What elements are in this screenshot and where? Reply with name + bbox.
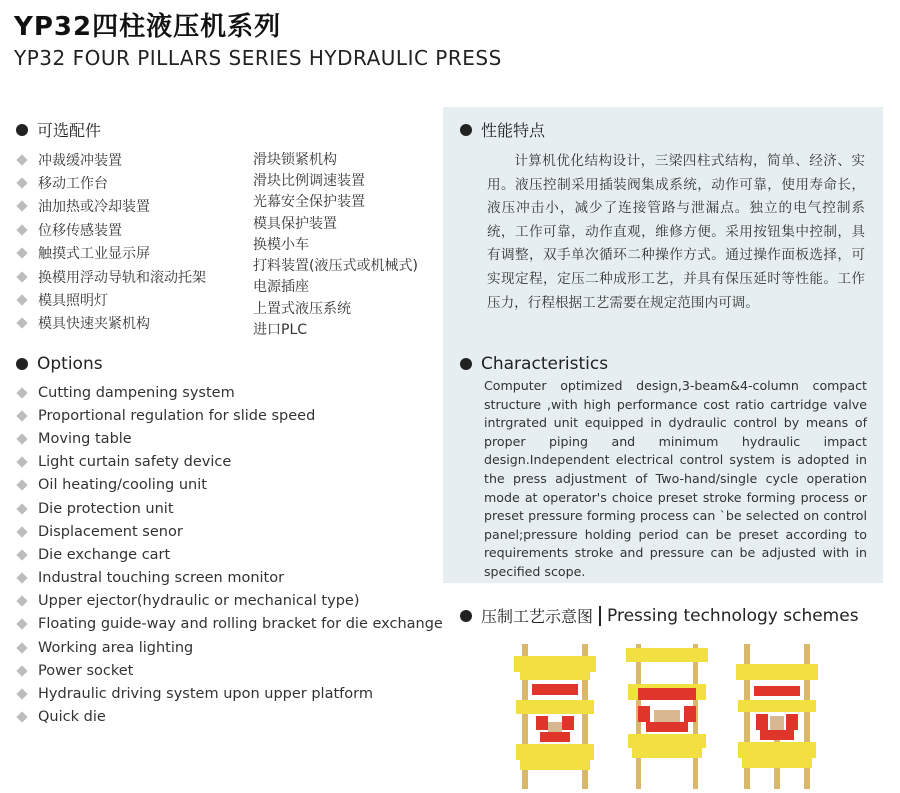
bed bbox=[738, 742, 816, 758]
optional-part-item-label: 触摸式工业显示屏 bbox=[38, 246, 150, 263]
diamond-bullet-icon bbox=[16, 248, 27, 259]
optional-part-item bbox=[18, 195, 206, 218]
performance-text: 计算机优化结构设计，三梁四柱式结构，简单、经济、实用。液压控制采用插装阀集成系统，动作可靠，使用寿命长，液压冲击小，减少了连接管路与泄漏点。独立的电气控制系统，工作可靠，动作直观，维修方便。采用按钮集中控制，具有调整，双手单次循环二种操作方式。通过操作面板选择，可实现定程，定压二种成形工艺，并具有保压延时等性能。工作压力，行程根据工艺需要在规定范围内可调。 bbox=[487, 153, 865, 311]
lower-die bbox=[540, 732, 570, 742]
diamond-bullet-icon bbox=[16, 549, 27, 560]
bed bbox=[628, 734, 706, 748]
option-item-label: Die exchange cart bbox=[38, 546, 171, 563]
optional-part-item-label: 冲裁缓冲装置 bbox=[38, 152, 122, 169]
diamond-bullet-icon bbox=[16, 619, 27, 630]
diamond-bullet-icon bbox=[16, 526, 27, 537]
pressing-schemes-illustration bbox=[512, 644, 824, 789]
diamond-bullet-icon bbox=[16, 433, 27, 444]
option-item bbox=[18, 427, 443, 450]
option-item-label: Power socket bbox=[38, 662, 134, 679]
optional-parts-list-col2 bbox=[253, 148, 418, 340]
optional-part-item bbox=[18, 312, 206, 335]
optional-part-item: 滑块比例调速装置 bbox=[253, 172, 365, 189]
optional-part-item bbox=[18, 265, 206, 288]
diamond-bullet-icon bbox=[16, 642, 27, 653]
option-item bbox=[18, 613, 443, 636]
base bbox=[632, 748, 702, 758]
optional-part-item-label: 模具照明灯 bbox=[38, 293, 108, 310]
base bbox=[742, 758, 812, 768]
schemes-heading bbox=[460, 604, 859, 627]
lower-die bbox=[646, 722, 688, 732]
option-item bbox=[18, 404, 443, 427]
options-heading bbox=[16, 354, 103, 374]
optional-parts-heading bbox=[16, 118, 101, 141]
upper-ram bbox=[532, 684, 578, 695]
optional-part-item: 打料装置(液压式或机械式) bbox=[253, 258, 418, 275]
bullet-dot-icon bbox=[460, 358, 472, 370]
option-item bbox=[18, 520, 443, 543]
characteristics-heading bbox=[460, 354, 608, 374]
upper-ram bbox=[638, 688, 696, 700]
optional-part-item bbox=[18, 148, 206, 171]
optional-parts-list-col1 bbox=[18, 148, 206, 335]
option-item-label: Floating guide-way and rolling bracket for die exchange bbox=[38, 616, 443, 633]
option-item bbox=[18, 543, 443, 566]
option-item bbox=[18, 659, 443, 682]
optional-part-item bbox=[18, 171, 206, 194]
lower-die bbox=[760, 730, 794, 740]
schemes-heading-en: Pressing technology schemes bbox=[607, 605, 859, 626]
pressing-scheme-3 bbox=[736, 644, 818, 789]
upper-die bbox=[562, 716, 574, 730]
options-heading-text: Options bbox=[37, 354, 103, 374]
top-crossbeam-lower bbox=[520, 670, 590, 680]
option-item-label: Die protection unit bbox=[38, 500, 174, 517]
diamond-bullet-icon bbox=[16, 688, 27, 699]
top-crossbeam bbox=[736, 664, 818, 680]
option-item-label: Quick die bbox=[38, 709, 106, 726]
bullet-dot-icon bbox=[16, 358, 28, 370]
optional-part-item-label: 移动工作台 bbox=[38, 176, 108, 193]
top-crossbeam bbox=[626, 648, 708, 662]
diamond-bullet-icon bbox=[16, 224, 27, 235]
option-item-label: Cutting dampening system bbox=[38, 384, 235, 401]
optional-part-item: 进口PLC bbox=[253, 322, 308, 339]
option-item-label: Oil heating/cooling unit bbox=[38, 477, 207, 494]
page-title-cn: YP32四柱液压机系列 bbox=[14, 12, 282, 42]
diamond-bullet-icon bbox=[16, 410, 27, 421]
diamond-bullet-icon bbox=[16, 572, 27, 583]
option-item-label: Moving table bbox=[38, 430, 132, 447]
top-crossbeam bbox=[514, 656, 596, 672]
workpiece bbox=[770, 716, 784, 730]
upper-ram bbox=[754, 686, 800, 696]
option-item-label: Displacement senor bbox=[38, 523, 183, 540]
options-list bbox=[18, 381, 443, 729]
diamond-bullet-icon bbox=[16, 480, 27, 491]
option-item bbox=[18, 682, 443, 705]
optional-part-item-label: 换模用浮动导轨和滚动托架 bbox=[38, 269, 206, 286]
diamond-bullet-icon bbox=[16, 201, 27, 212]
schemes-heading-cn: 压制工艺示意图 bbox=[481, 607, 594, 626]
optional-part-item: 换模小车 bbox=[253, 236, 309, 253]
optional-part-item-label: 位移传感装置 bbox=[38, 222, 122, 239]
performance-heading bbox=[460, 118, 545, 141]
option-item bbox=[18, 474, 443, 497]
base bbox=[520, 760, 590, 770]
option-item bbox=[18, 497, 443, 520]
optional-part-item bbox=[18, 218, 206, 241]
bullet-dot-icon bbox=[460, 610, 472, 622]
option-item bbox=[18, 590, 443, 613]
optional-part-item: 滑块锁紧机构 bbox=[253, 151, 337, 168]
performance-heading-text: 性能特点 bbox=[481, 121, 546, 140]
diamond-bullet-icon bbox=[16, 177, 27, 188]
pressing-scheme-2 bbox=[626, 644, 708, 789]
option-item bbox=[18, 567, 443, 590]
slide bbox=[738, 700, 816, 712]
diamond-bullet-icon bbox=[16, 294, 27, 305]
option-item-label: Industral touching screen monitor bbox=[38, 570, 285, 587]
diamond-bullet-icon bbox=[16, 712, 27, 723]
workpiece bbox=[654, 710, 680, 722]
optional-part-item: 电源插座 bbox=[253, 279, 309, 296]
diamond-bullet-icon bbox=[16, 456, 27, 467]
diamond-bullet-icon bbox=[16, 387, 27, 398]
bed bbox=[516, 744, 594, 760]
page-title-en: YP32 FOUR PILLARS SERIES HYDRAULIC PRESS bbox=[14, 46, 502, 70]
upper-die bbox=[638, 706, 650, 722]
optional-part-item: 上置式液压系统 bbox=[253, 300, 351, 317]
diamond-bullet-icon bbox=[16, 318, 27, 329]
characteristics-text: Computer optimized design,3-beam&4-column compact structure ,with high performance cost ratio cartridge valve intrgrated unit equipped in dydraulic control by means of proper piping and minimum hydraulic impact design.Independent electrical control system is adopted in the press adjustment of Two-hand/single cycle operation mode at operator's choice preset stroke forming process or preset pressure forming process can `be selected on control panel;pressure holding period can be preset according to requirements stroke and pressure can be adjusted with in specified scope. bbox=[484, 378, 867, 579]
option-item bbox=[18, 451, 443, 474]
option-item bbox=[18, 636, 443, 659]
option-item-label: Upper ejector(hydraulic or mechanical type) bbox=[38, 593, 360, 610]
diamond-bullet-icon bbox=[16, 665, 27, 676]
upper-die bbox=[786, 714, 798, 730]
optional-part-item: 光幕安全保护装置 bbox=[253, 194, 365, 211]
optional-part-item-label: 模具快速夹紧机构 bbox=[38, 316, 150, 333]
option-item bbox=[18, 706, 443, 729]
option-item-label: Working area lighting bbox=[38, 639, 194, 656]
option-item-label: Proportional regulation for slide speed bbox=[38, 407, 316, 424]
diamond-bullet-icon bbox=[16, 271, 27, 282]
upper-die bbox=[684, 706, 696, 722]
optional-parts-heading-text: 可选配件 bbox=[37, 121, 102, 140]
upper-die bbox=[536, 716, 548, 730]
optional-part-item: 模具保护装置 bbox=[253, 215, 337, 232]
upper-die bbox=[756, 714, 768, 730]
diamond-bullet-icon bbox=[16, 503, 27, 514]
option-item-label: Hydraulic driving system upon upper platform bbox=[38, 686, 373, 703]
pressing-scheme-1 bbox=[514, 644, 596, 789]
diamond-bullet-icon bbox=[16, 596, 27, 607]
diamond-bullet-icon bbox=[16, 154, 27, 165]
slide bbox=[516, 700, 594, 714]
option-item-label: Light curtain safety device bbox=[38, 454, 232, 471]
bullet-dot-icon bbox=[16, 124, 28, 136]
option-item bbox=[18, 381, 443, 404]
optional-part-item-label: 油加热或冷却装置 bbox=[38, 199, 150, 216]
characteristics-heading-text: Characteristics bbox=[481, 354, 609, 374]
optional-part-item bbox=[18, 242, 206, 265]
bullet-dot-icon bbox=[460, 124, 472, 136]
heading-separator bbox=[599, 606, 601, 626]
optional-part-item bbox=[18, 288, 206, 311]
